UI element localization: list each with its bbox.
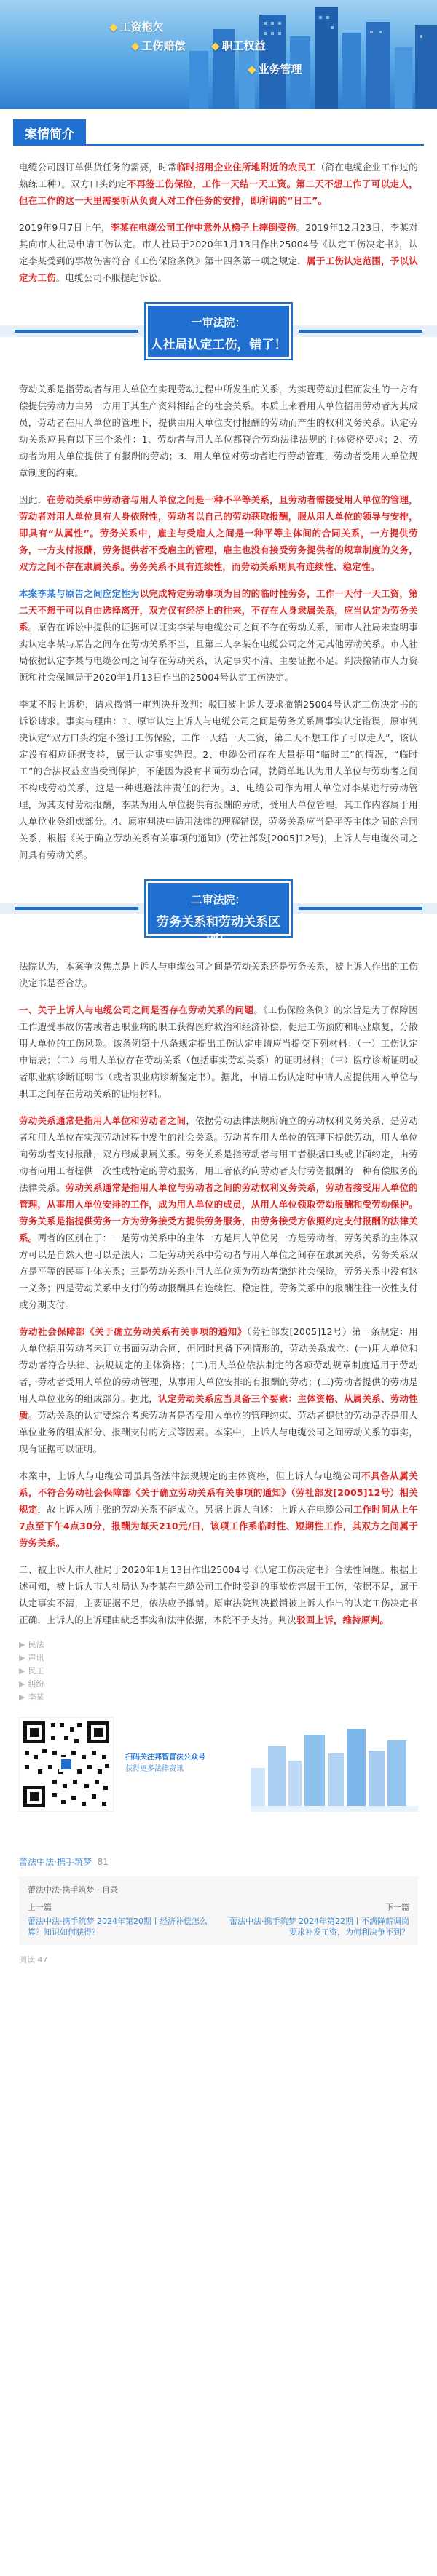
text-run: （简在电缆企业工作过的熟练工种）。双方口头约定 [19, 162, 418, 189]
series-heading[interactable]: 蕾法中法·携手筑梦 · 目录 [28, 1885, 118, 1895]
paragraph [19, 1002, 418, 1102]
paragraph [19, 1467, 418, 1551]
qr-caption-line-1: 扫码关注邦智普法公众号 [125, 1753, 205, 1761]
tag-link[interactable]: ▶ 民法 [19, 1640, 44, 1649]
banner-tag: ◆ 业务管理 [248, 63, 302, 76]
text-run: 李某不服上诉称，请求撤销一审判决并改判：驳回被上诉人要求撤销25004号认定工伤决定书的诉讼请求。事实与理由：1、原审认定上诉人与电缆公司之间是劳务关系属事实认定错误，原审判决认定“双方口头约定不签订工伤保险，工作一天结一天工资，第二天不想工作了可以走人”，该认定没有相应证据支持，属于认定事实错误。2、电缆公司存在大量招用“临时工”的情况，“临时工”的合法权益应当受到保护，不能因为没有书面劳动合同，就简单地认为用人单位与劳动者之间不构成劳动关系，这是一种逃避法律责任的行为。3、电缆公司作为用人单位对李某进行劳动管理，为其支付劳动报酬，李某为用人单位提供有报酬的劳动，受用人单位管理，其工作内容属于用人单位业务组成部分。4、原审判决中适用法律的理解错误，劳务关系应当是平等主体之间的合同关系，根据《关于确立劳动关系有关事项的通知》(劳社部发[2005]12号)，上诉人与电缆公司之间具有劳动关系。 [19, 699, 418, 860]
second-instance-body [19, 958, 418, 1628]
text-run: 。电缆公司不服提起诉讼。 [55, 272, 168, 283]
section-title: 案情简介 [13, 119, 86, 144]
qr-section [19, 1717, 418, 1848]
text-run: 劳动关系通常是指用人单位和劳动者之间 [19, 1115, 186, 1126]
paragraph [19, 159, 418, 209]
paragraph [19, 958, 418, 991]
text-run: 一、 [19, 1004, 38, 1015]
text-run: 本案李某与原告之间应定性为 [19, 588, 140, 599]
paragraph [19, 1112, 418, 1313]
text-run: 劳动关系通常是指用人单位与劳动者之间的劳动权利义务关系，劳动者接受用人单位的管理，从事用人单位安排的工作，成为用人单位的成员，从用人单位领取劳动报酬和受劳动保护。劳务关系是指提供劳务一方为劳务接受方提供劳务服务，由劳务接受方依照约定支付报酬的法律关系。 [19, 1182, 418, 1243]
text-run: 以完成特定劳动事项为目的的临时性劳务 [139, 588, 307, 599]
title-box [146, 881, 291, 948]
text-run: 电缆公司因订单供货任务的需要，时常 [19, 162, 177, 173]
text-run: ，依据劳动法律法规所确立的劳动权利义务关系，是劳动者和用人单位在实现劳动过程中发生的社会关系。劳动者在用人单位的管理下提供劳动，用人单位向劳动者支付报酬，双方形成隶属关系。劳务关系是指劳动者与用工者根据口头或书面约定，由劳动者向用工者提供一次性或特定的劳动服务，用工者依约向劳动者支付劳务报酬的一种有偿服务的法律关系。 [19, 1115, 418, 1193]
text-run: ，故上诉人所主张的劳动关系不能成立。另据上诉人自述：上诉人在电缆公司 [37, 1504, 353, 1515]
author-name[interactable]: 蕾法中法·携手筑梦 [19, 1857, 92, 1867]
first-instance-body [19, 381, 418, 863]
text-run: 。《工伤保险条例》的宗旨是为了保障因工作遭受事故伤害或者患职业病的职工获得医疗救治和经济补偿，促进工伤预防和职业康复，分散用人单位的工伤风险。该条例第十八条规定提出工伤认定申请应当提交下列材料：（一）工伤认定申请表；（二）与用人单位存在劳动关系（包括事实劳动关系）的证明材料；（三）医疗诊断证明或者职业病诊断证明书（或者职业病诊断鉴定书）。据此，申请工伤认定时申请人应提供用人单位与职工之间存在劳动关系的证明材料。 [19, 1004, 418, 1099]
text-run: 不再签工伤保险，工作一天结一天工资。第二天不想工作了可以走人，但在工作的这一天里需要听从负责人对工作任务的安排，即所谓的“日工”。 [19, 178, 419, 206]
text-run: 劳动关系是指劳动者与用人单位在实现劳动过程中所发生的关系，为实现劳动过程而发生的一方有偿提供劳动力由另一方用于其生产资料相结合的社会关系。本质上来看用人单位招用劳动者为其成员，劳动者在用人单位的管理下，提供由用人单位支付报酬的劳动而产生的权利义务关系。认定劳动关系应具有以下三个条件：1、劳动者与用人单位都符合劳动法律法规的主体资格要求；2、劳动者为用人单位提供了有报酬的劳动；3、用人单位对劳动者进行劳动管理，劳动者受用人单位规章制度的约束。 [19, 384, 418, 478]
tag-link[interactable]: ▶ 纠纷 [19, 1679, 44, 1689]
paragraph [19, 381, 418, 481]
title-line-1: 一审法院： [191, 316, 246, 329]
title-line-1: 二审法院： [191, 893, 246, 906]
qr-caption-line-2: 获得更多法律资讯 [125, 1765, 184, 1773]
article-tags [19, 1638, 418, 1704]
text-run: 两者的区别在于：一是劳动关系中的主体一方是用人单位另一方是劳动者，劳务关系的主体双方可以是自然人也可以是法人；二是劳动关系中劳动者与用人单位之间存在隶属关系，劳务关系双方是平等的民事主体关系；三是劳动关系中用人单位须为劳动者缴纳社会保险，劳务关系中没有这一义务；四是劳动关系中支付的劳动报酬具有连续性、稳定性，劳务关系中的报酬往往一次性支付或分期支付。 [19, 1232, 419, 1310]
prev-title: 蕾法中法·携手筑梦 2024年第20期丨经济补偿怎么算？知识如何获得？ [28, 1917, 208, 1937]
text-run: 驳回上诉，维持原判。 [296, 1614, 390, 1625]
text-run: 李某在电缆公司工作中意外从梯子上摔倒受伤 [110, 222, 296, 233]
section-header [13, 119, 424, 146]
prev-article-link[interactable] [28, 1901, 211, 1938]
prev-label: 上一篇 [28, 1903, 52, 1912]
title-line-2: 人社局认定工伤，错了！ [150, 338, 287, 352]
next-article-link[interactable] [226, 1901, 409, 1938]
text-run: 仅有经济上的往来 [167, 605, 242, 616]
second-instance-title [0, 873, 437, 948]
qr-caption [125, 1752, 205, 1775]
title-line-2: 劳务关系和劳动关系区别！ [157, 915, 280, 948]
banner-tag: ◆ 工资拖欠 [109, 20, 164, 33]
text-run: 应当认定为劳务关系 [19, 605, 419, 633]
paragraph [19, 1323, 418, 1457]
paragraph [19, 1561, 418, 1628]
text-run: 法院认为，本案争议焦点是上诉人与电缆公司之间是劳动关系还是劳务关系，被上诉人作出的工伤决定书是否合法。 [19, 961, 418, 988]
text-run: （劳社部发[2005]12号）第一条规定：用人单位招用劳动者未订立书面劳动合同，但同时具备下列情形的，劳动关系成立：(一)用人单位和劳动者符合法律、法规规定的主体资格；(二)用人单位依法制定的各项劳动规章制度适用于劳动者，劳动者受用人单位的劳动管理，从事用人单位安排的有报酬的劳动；(三)劳动者提供的劳动是用人单位业务的组成部分。据此， [19, 1326, 418, 1404]
paragraph [19, 219, 418, 286]
banner-tag: ◆ 职工权益 [211, 39, 266, 52]
text-run: ，工作一天付一天工资，第二天不想干可以自由选择离开，双方 [19, 588, 418, 616]
text-run: 。2019年12月23日，李某对其向市人社局申请工伤认定。市人社局于2020年1月13日作出25004号《认定工伤决定书》，认定李某受到的事故伤害符合《工伤保险条例》第十四条第一项之规定， [19, 222, 418, 266]
text-run: 属于工伤认定范围，予以认定为工伤 [19, 255, 419, 283]
text-run: 认定劳动关系应当具备三个要素：主体资格、从属关系、劳动性质 [19, 1393, 418, 1421]
city-skyline-illustration [175, 0, 437, 109]
text-run: 关于上诉人与电缆公司之间是否存在劳动关系的问题 [37, 1004, 254, 1015]
next-title: 蕾法中法·携手筑梦 2024年第22期丨不满降薪调岗要求补发工资，为何利决争不到？ [229, 1917, 409, 1937]
text-run: 在劳动关系中劳动者与用人单位之间是一种不平等关系，且劳动者需接受用人单位的管理，劳动者对用人单位具有人身依附性，劳动者以自己的劳动获取报酬，服从用人单位的领导与安排，即具有“从属性”。劳务关系中，雇主与受雇人之间是一种平等主体间的合同关系，一方提供劳务，一方支付报酬，劳务提供者不受雇主的管理，雇主也没有接受劳务提供者的规章制度的义务，双方之间不存在隶属关系。劳务关系不具有连续性，而劳动关系则具有连续性、稳定性。 [19, 494, 418, 572]
author-line[interactable] [19, 1855, 418, 1868]
article-count: 81 [97, 1857, 109, 1867]
paragraph [19, 696, 418, 863]
text-run: 本案中，上诉人与电缆公司虽具备法律法规规定的主体资格，但上诉人与电缆公司 [19, 1470, 362, 1481]
text-run: 临时招用企业住所地附近的农民工 [176, 162, 316, 173]
title-box [146, 304, 291, 359]
text-run: 。原告在诉讼中提供的证据可以证实李某与电缆公司之间不存在劳动关系，而市人社局未查明事实认定李某与原告之间存在劳动关系不当，且第三人李某在电缆公司之外无其他劳动关系。市人社局依据认定李某与电缆公司之间存在劳动关系，认定事实不清、主要证据不足。判决撤销市人力资源和社会保障局于2020年1月13日作出的25004号认定工伤决定。 [19, 622, 418, 683]
tag-link[interactable]: ▶ 民工 [19, 1666, 44, 1676]
prev-next-nav [28, 1901, 409, 1938]
tag-link[interactable]: ▶ 李某 [19, 1692, 44, 1702]
text-run: 二、被上诉人市人社局于2020年1月13日作出25004号《认定工伤决定书》合法性问题。根据上述可知，被上诉人市人社局认为李某在电缆公司工作时受到的事故伤害属于工伤，依据不足，属于认定事实不清，主要证据不足，依法应予撤销。原审法院判决撤销被上诉人作出的认定工伤决定书正确，上诉人的上诉理由缺乏事实和法律依据，本院不予支持。判决 [19, 1564, 418, 1625]
text-run: 因此， [19, 494, 47, 505]
paragraph [19, 491, 418, 575]
series-navigation [19, 1876, 418, 1945]
case-intro [19, 146, 418, 286]
tag-link[interactable]: ▶ 声讯 [19, 1653, 44, 1662]
text-run: ，不存在人身隶属关系， [241, 605, 345, 616]
next-label: 下一篇 [385, 1903, 409, 1912]
qr-code-image[interactable] [19, 1717, 114, 1812]
text-run: 不具备从属关系，不符合劳动社会保障部《关于确立劳动关系有关事项的通知》（劳社部发[2005]12号）相关规定 [19, 1470, 418, 1515]
header-banner [0, 0, 437, 109]
banner-tag: ◆ 工伤赔偿 [131, 39, 186, 52]
text-run: 劳动社会保障部《关于确立劳动关系有关事项的通知》 [19, 1326, 247, 1337]
read-count: 阅读 47 [19, 1955, 48, 1965]
first-instance-title [0, 296, 437, 366]
text-run: 。劳动关系的认定要综合考虑劳动者是否受用人单位的管理约束、劳动者提供的劳动是否是用人单位业务的组成部分、报酬支付的方式等因素。本案中，上诉人与电缆公司之间劳动关系的事实，现有证据可以证明。 [19, 1410, 418, 1454]
paragraph [19, 585, 418, 686]
text-run: 工作时间从上午7点至下午4点30分，报酬为每天210元/日，该项工作系临时性、短期性工作，其双方之间属于劳务关系。 [19, 1504, 418, 1548]
city-skyline-illustration [251, 1724, 418, 1812]
text-run: 2019年9月7日上午， [19, 222, 111, 233]
